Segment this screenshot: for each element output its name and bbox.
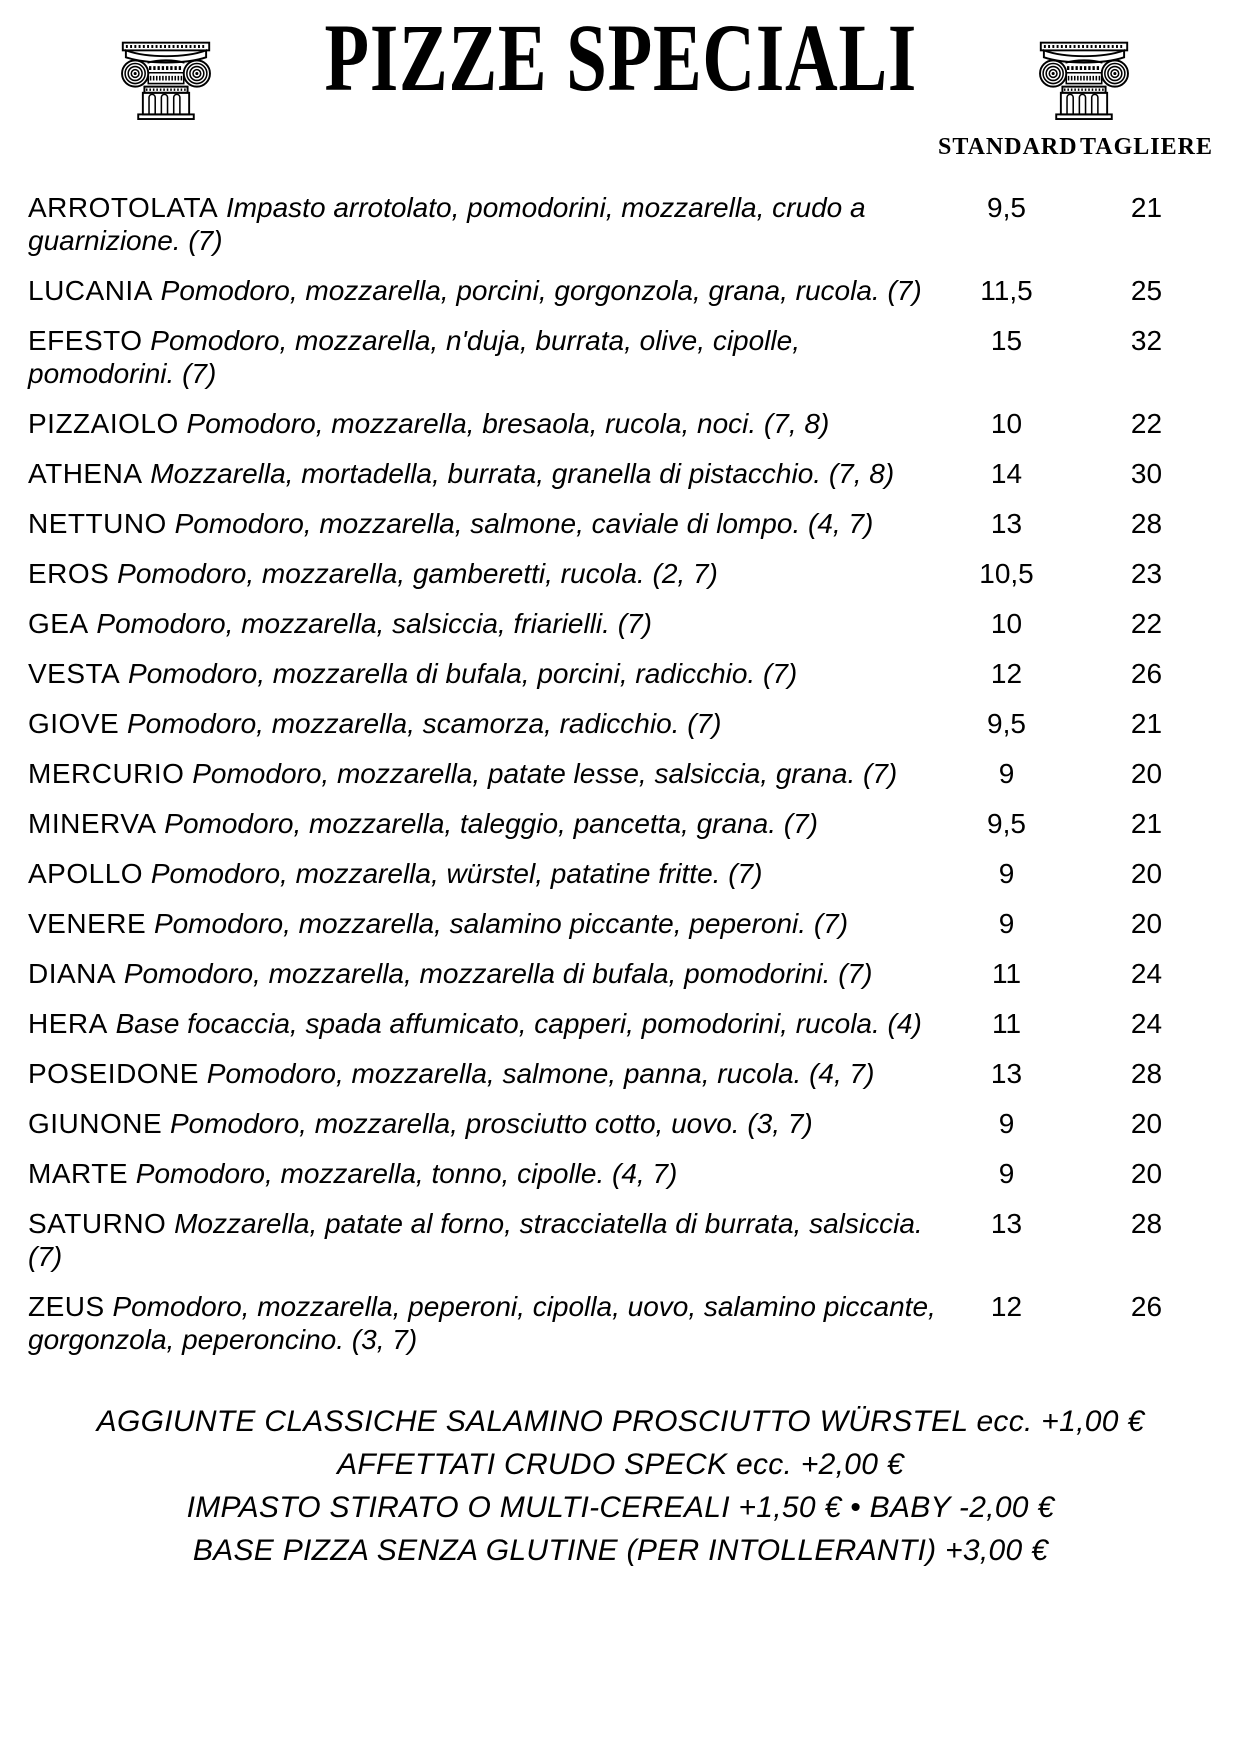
column-header-standard: STANDARD xyxy=(938,134,1078,160)
menu-item-description: Pomodoro, mozzarella, porcini, gorgonzola, grana, rucola. (7) xyxy=(160,275,922,306)
menu-item-text xyxy=(28,1290,938,1356)
menu-item-price-tagliere: 25 xyxy=(1130,275,1163,306)
menu-item-name: ZEUS xyxy=(28,1291,105,1322)
menu-item-price-standard: 9,5 xyxy=(987,708,1026,739)
menu-item-price-standard: 13 xyxy=(990,508,1023,539)
footer-note-line: IMPASTO STIRATO O MULTI-CEREALI +1,50 € • BABY -2,00 € xyxy=(186,1491,1055,1524)
menu-item-name: GEA xyxy=(28,608,89,639)
ionic-column-icon xyxy=(1030,38,1138,126)
menu-item-name: POSEIDONE xyxy=(28,1058,199,1089)
menu-item-description: Pomodoro, mozzarella, salamino piccante, peperoni. (7) xyxy=(153,908,849,939)
menu-item-row xyxy=(0,807,1241,840)
menu-item-price-tagliere: 30 xyxy=(1130,458,1163,489)
menu-item-description: Pomodoro, mozzarella di bufala, porcini, radicchio. (7) xyxy=(128,658,798,689)
menu-item-row xyxy=(0,457,1241,490)
menu-item-price-standard: 10 xyxy=(990,608,1023,639)
menu-item-row xyxy=(0,274,1241,307)
menu-item-name: VENERE xyxy=(28,908,147,939)
menu-item-name: APOLLO xyxy=(28,858,144,889)
menu-item-description: Pomodoro, mozzarella, gamberetti, rucola. (2, 7) xyxy=(117,558,718,589)
menu-item-price-standard: 15 xyxy=(990,325,1023,356)
menu-item-row xyxy=(0,1290,1241,1356)
menu-item-row xyxy=(0,407,1241,440)
menu-item-description: Pomodoro, mozzarella, tonno, cipolle. (4, 7) xyxy=(135,1158,678,1189)
menu-item-name: MARTE xyxy=(28,1158,128,1189)
menu-item-name: GIUNONE xyxy=(28,1108,163,1139)
menu-item-description: Pomodoro, mozzarella, würstel, patatine fritte. (7) xyxy=(150,858,763,889)
menu-item-price-tagliere: 20 xyxy=(1130,1158,1163,1189)
menu-item-row xyxy=(0,707,1241,740)
menu-item-description: Pomodoro, mozzarella, prosciutto cotto, uovo. (3, 7) xyxy=(169,1108,813,1139)
menu-item-text xyxy=(28,857,938,890)
menu-item-price-tagliere: 20 xyxy=(1130,758,1163,789)
menu-item-name: HERA xyxy=(28,1008,108,1039)
footer-note-line: AGGIUNTE CLASSICHE SALAMINO PROSCIUTTO WÜRSTEL ecc. +1,00 € xyxy=(96,1405,1145,1438)
menu-item-price-tagliere: 20 xyxy=(1130,858,1163,889)
menu-item-description: Pomodoro, mozzarella, patate lesse, salsiccia, grana. (7) xyxy=(192,758,898,789)
menu-item-price-standard: 13 xyxy=(990,1058,1023,1089)
menu-item-text xyxy=(28,457,938,490)
menu-item-text xyxy=(28,507,938,540)
menu-item-text xyxy=(28,607,938,640)
menu-item-price-tagliere: 24 xyxy=(1130,1008,1163,1039)
menu-item-price-standard: 14 xyxy=(990,458,1023,489)
column-header-tagliere: TAGLIERE xyxy=(1080,134,1213,160)
menu-item-row xyxy=(0,507,1241,540)
menu-item-text xyxy=(28,557,938,590)
menu-item-text xyxy=(28,957,938,990)
menu-item-price-standard: 11 xyxy=(991,958,1022,989)
menu-item-name: NETTUNO xyxy=(28,508,167,539)
menu-item-text xyxy=(28,1107,938,1140)
menu-item-description: Base focaccia, spada affumicato, capperi, pomodorini, rucola. (4) xyxy=(115,1008,922,1039)
menu-item-text xyxy=(28,274,938,307)
menu-item-row xyxy=(0,857,1241,890)
menu-item-description: Pomodoro, mozzarella, scamorza, radicchio. (7) xyxy=(126,708,722,739)
menu-item-price-standard: 11,5 xyxy=(980,275,1033,306)
menu-item-row xyxy=(0,957,1241,990)
menu-item-description: Pomodoro, mozzarella, n'duja, burrata, olive, cipolle, pomodorini. (7) xyxy=(28,325,800,389)
menu-item-description: Pomodoro, mozzarella, bresaola, rucola, noci. (7, 8) xyxy=(186,408,830,439)
menu-item-text xyxy=(28,1057,938,1090)
menu-item-price-tagliere: 22 xyxy=(1130,408,1163,439)
menu-item-name: GIOVE xyxy=(28,708,120,739)
menu-item-row xyxy=(0,1007,1241,1040)
menu-item-text xyxy=(28,1157,938,1190)
menu-item-description: Mozzarella, mortadella, burrata, granella di pistacchio. (7, 8) xyxy=(150,458,895,489)
menu-item-name: EROS xyxy=(28,558,110,589)
menu-item-price-tagliere: 26 xyxy=(1130,1291,1163,1322)
menu-item-price-standard: 9,5 xyxy=(987,808,1026,839)
footer-note-line: AFFETTATI CRUDO SPECK ecc. +2,00 € xyxy=(337,1448,904,1481)
menu-item-text xyxy=(28,191,938,257)
menu-list xyxy=(0,191,1241,1356)
menu-header xyxy=(0,0,1241,132)
menu-item-description: Pomodoro, mozzarella, peperoni, cipolla, uovo, salamino piccante, gorgonzola, peperoncino. (3, 7) xyxy=(28,1291,936,1355)
menu-item-price-standard: 9 xyxy=(998,758,1015,789)
menu-item-price-standard: 13 xyxy=(990,1208,1023,1239)
menu-item-text xyxy=(28,757,938,790)
menu-item-name: MINERVA xyxy=(28,808,157,839)
menu-item-name: DIANA xyxy=(28,958,117,989)
menu-item-price-standard: 12 xyxy=(990,658,1023,689)
menu-item-row xyxy=(0,1157,1241,1190)
menu-item-description: Mozzarella, patate al forno, stracciatella di burrata, salsiccia. (7) xyxy=(28,1208,923,1272)
menu-item-row xyxy=(0,907,1241,940)
page-title-text: PIZZE SPECIALI xyxy=(324,4,917,111)
menu-item-price-tagliere: 28 xyxy=(1130,1208,1163,1239)
footer-note-line: BASE PIZZA SENZA GLUTINE (PER INTOLLERANTI) +3,00 € xyxy=(192,1534,1049,1567)
menu-item-price-tagliere: 24 xyxy=(1130,958,1163,989)
price-column-headers xyxy=(0,134,1241,161)
menu-item-description: Impasto arrotolato, pomodorini, mozzarella, crudo a guarnizione. (7) xyxy=(28,192,866,256)
menu-item-text xyxy=(28,1007,938,1040)
menu-item-name: ATHENA xyxy=(28,458,143,489)
menu-item-row xyxy=(0,757,1241,790)
menu-item-row xyxy=(0,1057,1241,1090)
menu-item-price-tagliere: 28 xyxy=(1130,508,1163,539)
menu-item-row xyxy=(0,1207,1241,1273)
menu-item-description: Pomodoro, mozzarella, mozzarella di bufala, pomodorini. (7) xyxy=(123,958,873,989)
menu-item-name: VESTA xyxy=(28,658,121,689)
menu-item-text xyxy=(28,324,938,390)
menu-item-row xyxy=(0,324,1241,390)
menu-item-price-tagliere: 23 xyxy=(1130,558,1163,589)
menu-item-text xyxy=(28,407,938,440)
menu-item-text xyxy=(28,657,938,690)
menu-item-row xyxy=(0,1107,1241,1140)
menu-item-name: SATURNO xyxy=(28,1208,167,1239)
menu-item-description: Pomodoro, mozzarella, salmone, panna, rucola. (4, 7) xyxy=(206,1058,875,1089)
menu-item-text xyxy=(28,907,938,940)
menu-item-row xyxy=(0,191,1241,257)
menu-item-price-tagliere: 22 xyxy=(1130,608,1163,639)
menu-item-price-tagliere: 21 xyxy=(1130,192,1163,223)
menu-item-price-tagliere: 28 xyxy=(1130,1058,1163,1089)
menu-item-price-tagliere: 20 xyxy=(1130,1108,1163,1139)
menu-item-price-standard: 12 xyxy=(990,1291,1023,1322)
menu-item-price-standard: 11 xyxy=(991,1008,1022,1039)
menu-item-name: LUCANIA xyxy=(28,275,153,306)
menu-item-price-tagliere: 20 xyxy=(1130,908,1163,939)
menu-item-text xyxy=(28,807,938,840)
menu-item-description: Pomodoro, mozzarella, taleggio, pancetta, grana. (7) xyxy=(164,808,818,839)
menu-item-text xyxy=(28,1207,938,1273)
menu-item-price-standard: 9 xyxy=(998,858,1015,889)
menu-item-price-standard: 9 xyxy=(998,908,1015,939)
menu-item-name: ARROTOLATA xyxy=(28,192,219,223)
menu-item-price-standard: 10,5 xyxy=(979,558,1034,589)
menu-item-name: MERCURIO xyxy=(28,758,185,789)
menu-item-price-tagliere: 32 xyxy=(1130,325,1163,356)
menu-item-row xyxy=(0,607,1241,640)
menu-item-row xyxy=(0,557,1241,590)
menu-item-price-tagliere: 21 xyxy=(1130,808,1163,839)
menu-item-price-tagliere: 21 xyxy=(1130,708,1163,739)
menu-item-name: EFESTO xyxy=(28,325,143,356)
menu-item-price-standard: 10 xyxy=(990,408,1023,439)
menu-item-description: Pomodoro, mozzarella, salmone, caviale di lompo. (4, 7) xyxy=(174,508,874,539)
menu-item-description: Pomodoro, mozzarella, salsiccia, friarielli. (7) xyxy=(96,608,652,639)
menu-item-row xyxy=(0,657,1241,690)
menu-item-price-tagliere: 26 xyxy=(1130,658,1163,689)
menu-item-price-standard: 9,5 xyxy=(987,192,1026,223)
menu-item-text xyxy=(28,707,938,740)
menu-item-price-standard: 9 xyxy=(998,1158,1015,1189)
footer-notes xyxy=(0,1400,1241,1572)
menu-item-name: PIZZAIOLO xyxy=(28,408,179,439)
menu-item-price-standard: 9 xyxy=(998,1108,1015,1139)
